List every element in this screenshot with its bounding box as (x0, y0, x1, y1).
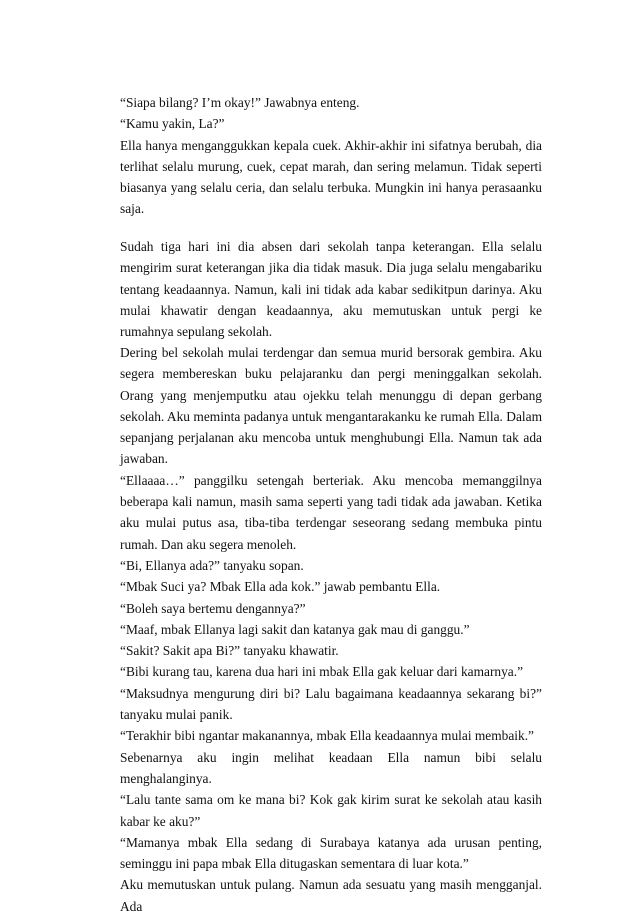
text-block-opening (120, 92, 542, 220)
paragraph: “Kamu yakin, La?” (120, 116, 225, 132)
paragraph: Aku memutuskan untuk pulang. Namun ada sesuatu yang masih mengganjal. Ada (120, 877, 542, 914)
paragraph: “Siapa bilang? I’m okay!” Jawabnya enteng. (120, 95, 360, 110)
paragraph: “Maksudnya mengurung diri bi? Lalu bagaimana keadaannya sekarang bi?” tanyaku mulai panik. (120, 685, 542, 723)
paragraph: “Mbak Suci ya? Mbak Ella ada kok.” jawab pembantu Ella. (120, 579, 441, 595)
paragraph: Sudah tiga hari ini dia absen dari sekolah tanpa keterangan. Ella selalu mengirim surat keterangan jika dia tidak masuk. Dia juga selalu mengabariku tentang keadaannya. Namun, kali ini tidak ada kabar sedikitpun darinya. Aku mulai khawatir dengan keadaannya, aku memutuskan untuk pergi ke rumahnya sepulang sekolah. (120, 239, 542, 340)
paragraph: Dering bel sekolah mulai terdengar dan semua murid bersorak gembira. Aku segera membereskan buku pelajaranku dan pergi meninggalkan sekolah. Orang yang menjemputku atau ojekku telah menunggu di depan gerbang sekolah. Aku meminta padanya untuk mengantarakanku ke rumah Ella. Dalam sepanjang perjalanan aku mencoba untuk menghubungi Ella. Namun tak ada jawaban. (120, 345, 542, 467)
paragraph: “Mamanya mbak Ella sedang di Surabaya katanya ada urusan penting, seminggu ini papa mbak Ella ditugaskan sementara di luar kota.” (120, 834, 542, 872)
text-block-visit (120, 342, 542, 917)
paragraph: “Lalu tante sama om ke mana bi? Kok gak kirim surat ke sekolah atau kasih kabar ke aku?” (120, 792, 542, 829)
paragraph: “Maaf, mbak Ellanya lagi sakit dan katanya gak mau di ganggu.” (120, 621, 470, 637)
text-block-absence (120, 236, 542, 342)
paragraph: “Bi, Ellanya ada?” tanyaku sopan. (120, 557, 304, 573)
paragraph: “Bibi kurang tau, karena dua hari ini mbak Ella gak keluar dari kamarnya.” (120, 664, 524, 680)
paragraph: “Sakit? Sakit apa Bi?” tanyaku khawatir. (120, 643, 339, 659)
paragraph: “Boleh saya bertemu dengannya?” (120, 600, 306, 616)
paragraph: Ella hanya menganggukkan kepala cuek. Akhir-akhir ini sifatnya berubah, dia terlihat selalu murung, cuek, cepat marah, dan sering melamun. Tidak seperti biasanya yang selalu ceria, dan selalu terbuka. Mungkin ini hanya perasaanku saja. (120, 137, 542, 217)
paragraph: Sebenarnya aku ingin melihat keadaan Ella namun bibi selalu menghalanginya. (120, 749, 542, 786)
paragraph: “Terakhir bibi ngantar makanannya, mbak Ella keadaannya mulai membaik.” (120, 728, 535, 744)
paragraph: “Ellaaaa…” panggilku setengah berteriak. Aku mencoba memanggilnya beberapa kali namun, masih sama seperti yang tadi tidak ada jawaban. Ketika aku mulai putus asa, tiba-tiba terdengar seseorang sedang membuka pintu rumah. Dan aku segera menoleh. (120, 472, 542, 552)
